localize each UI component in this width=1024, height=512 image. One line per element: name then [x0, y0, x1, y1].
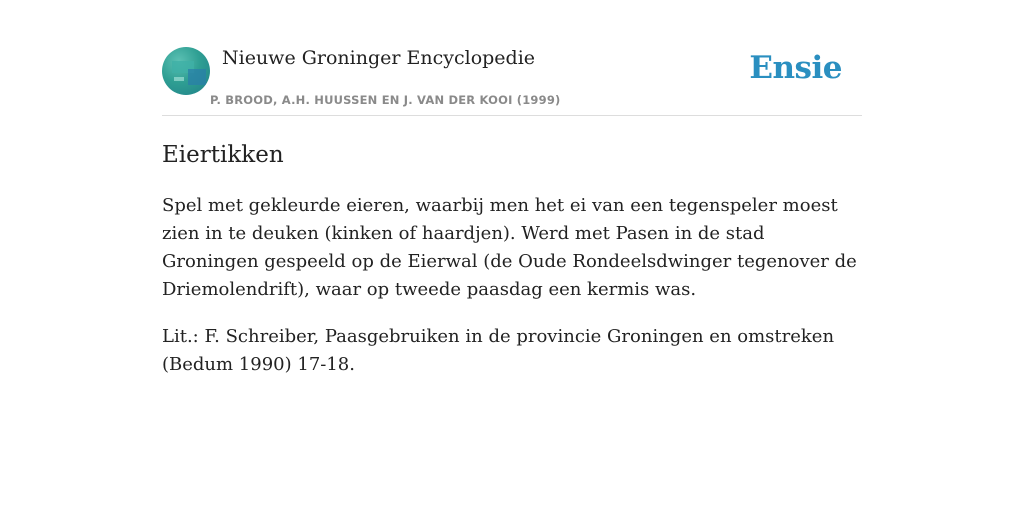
entry-body	[162, 192, 862, 398]
entry-title: Eiertikken	[162, 142, 284, 168]
ensie-logo-link[interactable]: Ensie	[749, 50, 842, 86]
page	[162, 0, 862, 375]
header	[162, 0, 862, 116]
book-cover-icon[interactable]	[162, 47, 210, 95]
entry-paragraph: Spel met gekleurde eieren, waarbij men het ei van een tegenspeler moest zien in te deuken (kinken of haardjen). Werd met Pasen in de stad Groningen gespeeld op de Eierwal (de Oude Rondeelsdwinger tegenover de Driemolendrift), waar op tweede paasdag een kermis was.	[162, 195, 857, 300]
book-title-link[interactable]: Nieuwe Groninger Encyclopedie	[222, 47, 536, 69]
book-authors: P. BROOD, A.H. HUUSSEN EN J. VAN DER KOOI (1999)	[210, 93, 561, 107]
literature-reference: Lit.: F. Schreiber, Paasgebruiken in de provincie Groningen en omstreken (Bedum 1990) 17-18.	[162, 326, 835, 375]
